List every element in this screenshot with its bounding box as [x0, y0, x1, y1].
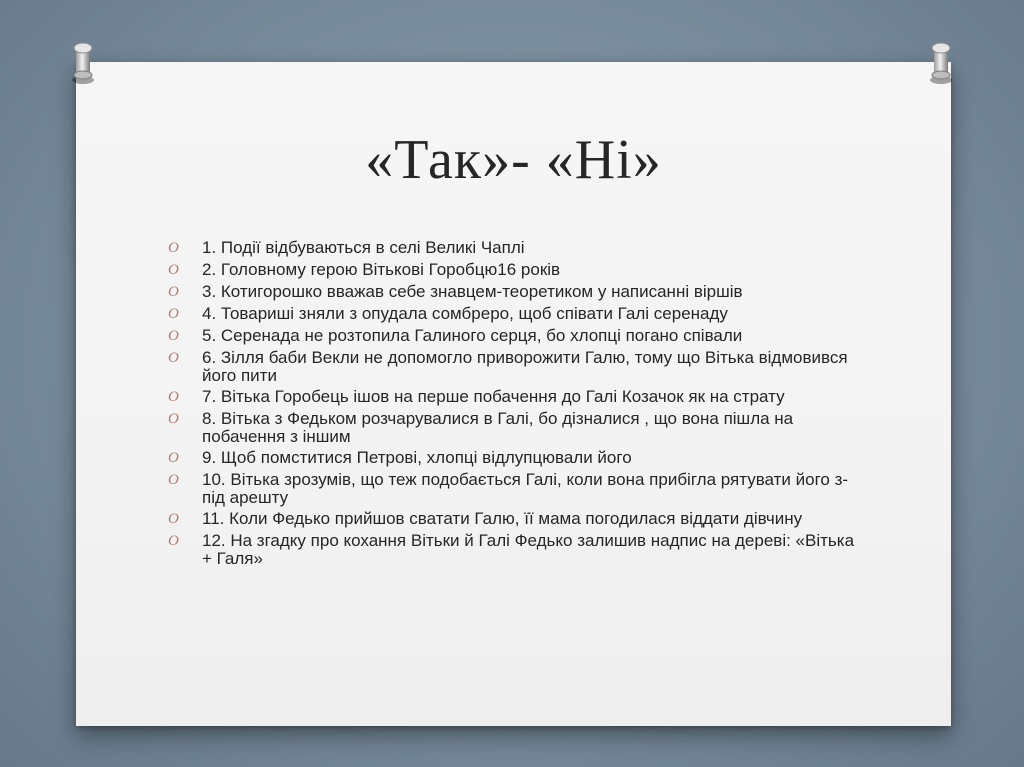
- list-item-text: 5. Серенада не розтопила Галиного серця, бо хлопці погано співали: [202, 326, 743, 345]
- list-item: [162, 348, 862, 385]
- list-item-text: 11. Коли Федько прийшов сватати Галю, її мама погодилася віддати дівчину: [202, 509, 803, 528]
- list-item-text: 9. Щоб помститися Петрові, хлопці відлупцювали його: [202, 448, 632, 467]
- list-item: [162, 238, 862, 258]
- pushpin-icon: [68, 38, 98, 86]
- bullet-icon: O: [168, 533, 179, 549]
- bullet-icon: O: [168, 450, 179, 466]
- list-item: [162, 509, 862, 529]
- bullet-icon: O: [168, 472, 179, 488]
- list-item: [162, 409, 862, 446]
- list-item: [162, 260, 862, 280]
- list-item: [162, 470, 862, 507]
- list-item: [162, 531, 862, 568]
- list-item: [162, 448, 862, 468]
- list-item-text: 12. На згадку про кохання Вітьки й Галі Федько залишив надпис на дереві: «Вітька + Галя»: [202, 531, 855, 568]
- bullet-icon: O: [168, 411, 179, 427]
- bullet-icon: O: [168, 328, 179, 344]
- list-item-text: 1. Події відбуваються в селі Великі Чаплі: [202, 238, 525, 257]
- bullet-icon: O: [168, 240, 179, 256]
- list-item: [162, 282, 862, 302]
- bullet-icon: O: [168, 306, 179, 322]
- list-item-text: 6. Зілля баби Векли не допомогло приворожити Галю, тому що Вітька відмовився його пити: [202, 348, 848, 385]
- list-item: [162, 387, 862, 407]
- bullet-icon: O: [168, 262, 179, 278]
- bullet-icon: O: [168, 284, 179, 300]
- slide-title: «Так»- «Ні»: [365, 129, 662, 191]
- list-item-text: 7. Вітька Горобець ішов на перше побачення до Галі Козачок як на страту: [202, 387, 785, 406]
- bullet-icon: O: [168, 350, 179, 366]
- list-item: [162, 326, 862, 346]
- list-item-text: 8. Вітька з Федьком розчарувалися в Галі, бо дізналися , що вона пішла на побачення з іншим: [202, 409, 794, 446]
- list-item: [162, 304, 862, 324]
- bullet-icon: O: [168, 511, 179, 527]
- list-item-text: 10. Вітька зрозумів, що теж подобається Галі, коли вона прибігла рятувати його з-під арешту: [202, 470, 849, 507]
- list-item-text: 3. Котигорошко вважав себе знавцем-теоретиком у написанні віршів: [202, 282, 743, 301]
- list-item-text: 4. Товариші зняли з опудала сомбреро, щоб співати Галі серенаду: [202, 304, 728, 323]
- bullet-icon: O: [168, 389, 179, 405]
- bullet-list: [162, 238, 862, 570]
- pushpin-icon: [926, 38, 956, 86]
- list-item-text: 2. Головному герою Вітькові Горобцю16 років: [202, 260, 561, 279]
